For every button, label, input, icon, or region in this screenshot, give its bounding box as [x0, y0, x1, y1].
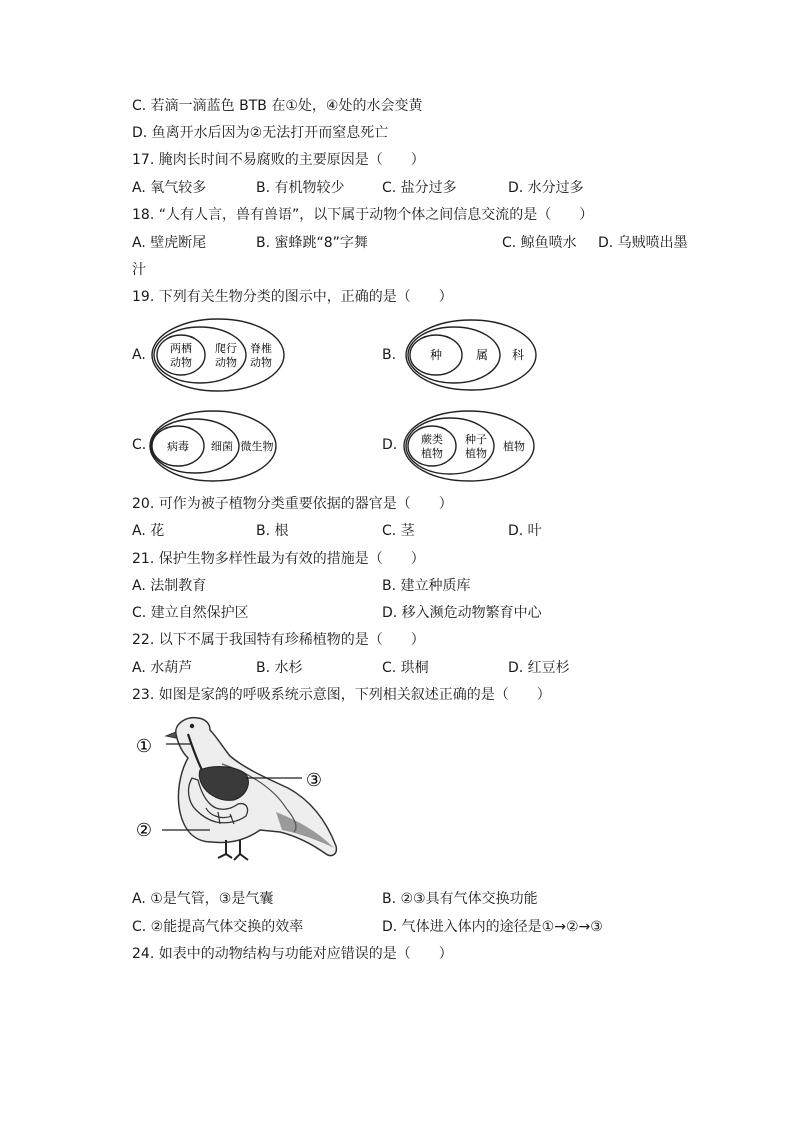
- q19-option-b: B.: [382, 347, 397, 363]
- q21-option-c: C. 建立自然保护区: [132, 605, 249, 621]
- q18-option-b: B. 蜜蜂跳“8”字舞: [256, 235, 368, 251]
- q19-option-a: A.: [132, 347, 146, 363]
- pigeon-beak: [166, 732, 176, 738]
- label-genus: 属: [475, 348, 489, 362]
- q23-option-c: C. ②能提高气体交换的效率: [132, 919, 304, 935]
- q19-option-c: C.: [132, 437, 147, 453]
- q21-stem: 21. 保护生物多样性最为有效的措施是（ ）: [132, 551, 425, 567]
- q23-option-d: D. 气体进入体内的途径是①→②→③: [382, 919, 603, 935]
- label-circle-1: ①: [135, 736, 153, 757]
- q18-option-d-continued: 汁: [132, 262, 146, 278]
- diagram-d-nested-ellipses: [402, 408, 536, 484]
- q21-option-a: A. 法制教育: [132, 578, 207, 594]
- pigeon-eye: [190, 724, 194, 728]
- pigeon-respiratory-diagram: [126, 712, 342, 872]
- q17-option-d: D. 水分过多: [508, 180, 584, 196]
- q21-option-d: D. 移入濒危动物繁育中心: [382, 605, 542, 621]
- q23-stem: 23. 如图是家鸽的呼吸系统示意图，下列相关叙述正确的是（ ）: [132, 687, 551, 703]
- label-fern-1: 蕨类: [421, 433, 443, 446]
- q20-option-d: D. 叶: [508, 523, 542, 539]
- q23-option-b: B. ②③具有气体交换功能: [382, 891, 538, 907]
- q19-option-d: D.: [382, 437, 398, 453]
- label-seed-plant-2: 植物: [465, 447, 487, 460]
- label-microorganism: 微生物: [240, 440, 274, 453]
- q17-stem: 17. 腌肉长时间不易腐败的主要原因是（ ）: [132, 152, 425, 168]
- label-amphibian-1: 两栖: [170, 342, 192, 355]
- ellipse-inner: [157, 335, 205, 375]
- q20-option-b: B. 根: [256, 523, 289, 539]
- q18-option-a: A. 壁虎断尾: [132, 235, 207, 251]
- label-seed-plant-1: 种子: [465, 433, 487, 446]
- label-circle-2: ②: [135, 820, 153, 841]
- label-circle-3: ③: [305, 770, 323, 791]
- diagram-c-nested-ellipses: [148, 408, 278, 484]
- label-family: 科: [511, 348, 525, 362]
- q22-option-a: A. 水葫芦: [132, 660, 193, 676]
- q22-option-c: C. 珙桐: [382, 660, 429, 676]
- diagram-b-nested-ellipses: [404, 317, 538, 393]
- label-reptile-1: 爬行: [215, 342, 237, 355]
- q18-stem: 18. “人有人言，兽有兽语”，以下属于动物个体之间信息交流的是（ ）: [132, 207, 594, 223]
- q20-option-c: C. 茎: [382, 523, 415, 539]
- option-c-btb: C. 若滴一滴蓝色 BTB 在①处，④处的水会变黄: [132, 98, 423, 114]
- q17-option-b: B. 有机物较少: [256, 180, 345, 196]
- label-reptile-2: 动物: [215, 356, 237, 369]
- q24-stem: 24. 如表中的动物结构与功能对应错误的是（ ）: [132, 946, 453, 962]
- q19-stem: 19. 下列有关生物分类的图示中，正确的是（ ）: [132, 289, 453, 305]
- q17-option-a: A. 氧气较多: [132, 180, 207, 196]
- label-vertebrate-1: 脊椎: [250, 342, 272, 355]
- label-vertebrate-2: 动物: [250, 356, 272, 369]
- q22-option-d: D. 红豆杉: [508, 660, 570, 676]
- q21-option-b: B. 建立种质库: [382, 578, 471, 594]
- label-bacteria: 细菌: [211, 440, 233, 453]
- q22-stem: 22. 以下不属于我国特有珍稀植物的是（ ）: [132, 632, 425, 648]
- label-amphibian-2: 动物: [170, 356, 192, 369]
- q23-option-a: A. ①是气管，③是气囊: [132, 891, 274, 907]
- ellipse-middle: [154, 327, 246, 383]
- option-d-fish: D. 鱼离开水后因为②无法打开而窒息死亡: [132, 125, 389, 141]
- q20-stem: 20. 可作为被子植物分类重要依据的器官是（ ）: [132, 496, 453, 512]
- label-fern-2: 植物: [421, 447, 443, 460]
- label-plant: 植物: [503, 440, 525, 453]
- q22-option-b: B. 水杉: [256, 660, 303, 676]
- q18-option-c: C. 鲸鱼喷水: [502, 235, 577, 251]
- label-species: 种: [429, 348, 443, 362]
- q20-option-a: A. 花: [132, 523, 165, 539]
- q18-option-d: D. 乌贼喷出墨: [598, 235, 688, 251]
- q17-option-c: C. 盐分过多: [382, 180, 457, 196]
- ellipse-inner: [408, 426, 456, 466]
- diagram-a-nested-ellipses: [150, 317, 286, 393]
- ellipse-middle: [406, 418, 494, 474]
- label-virus: 病毒: [167, 440, 189, 453]
